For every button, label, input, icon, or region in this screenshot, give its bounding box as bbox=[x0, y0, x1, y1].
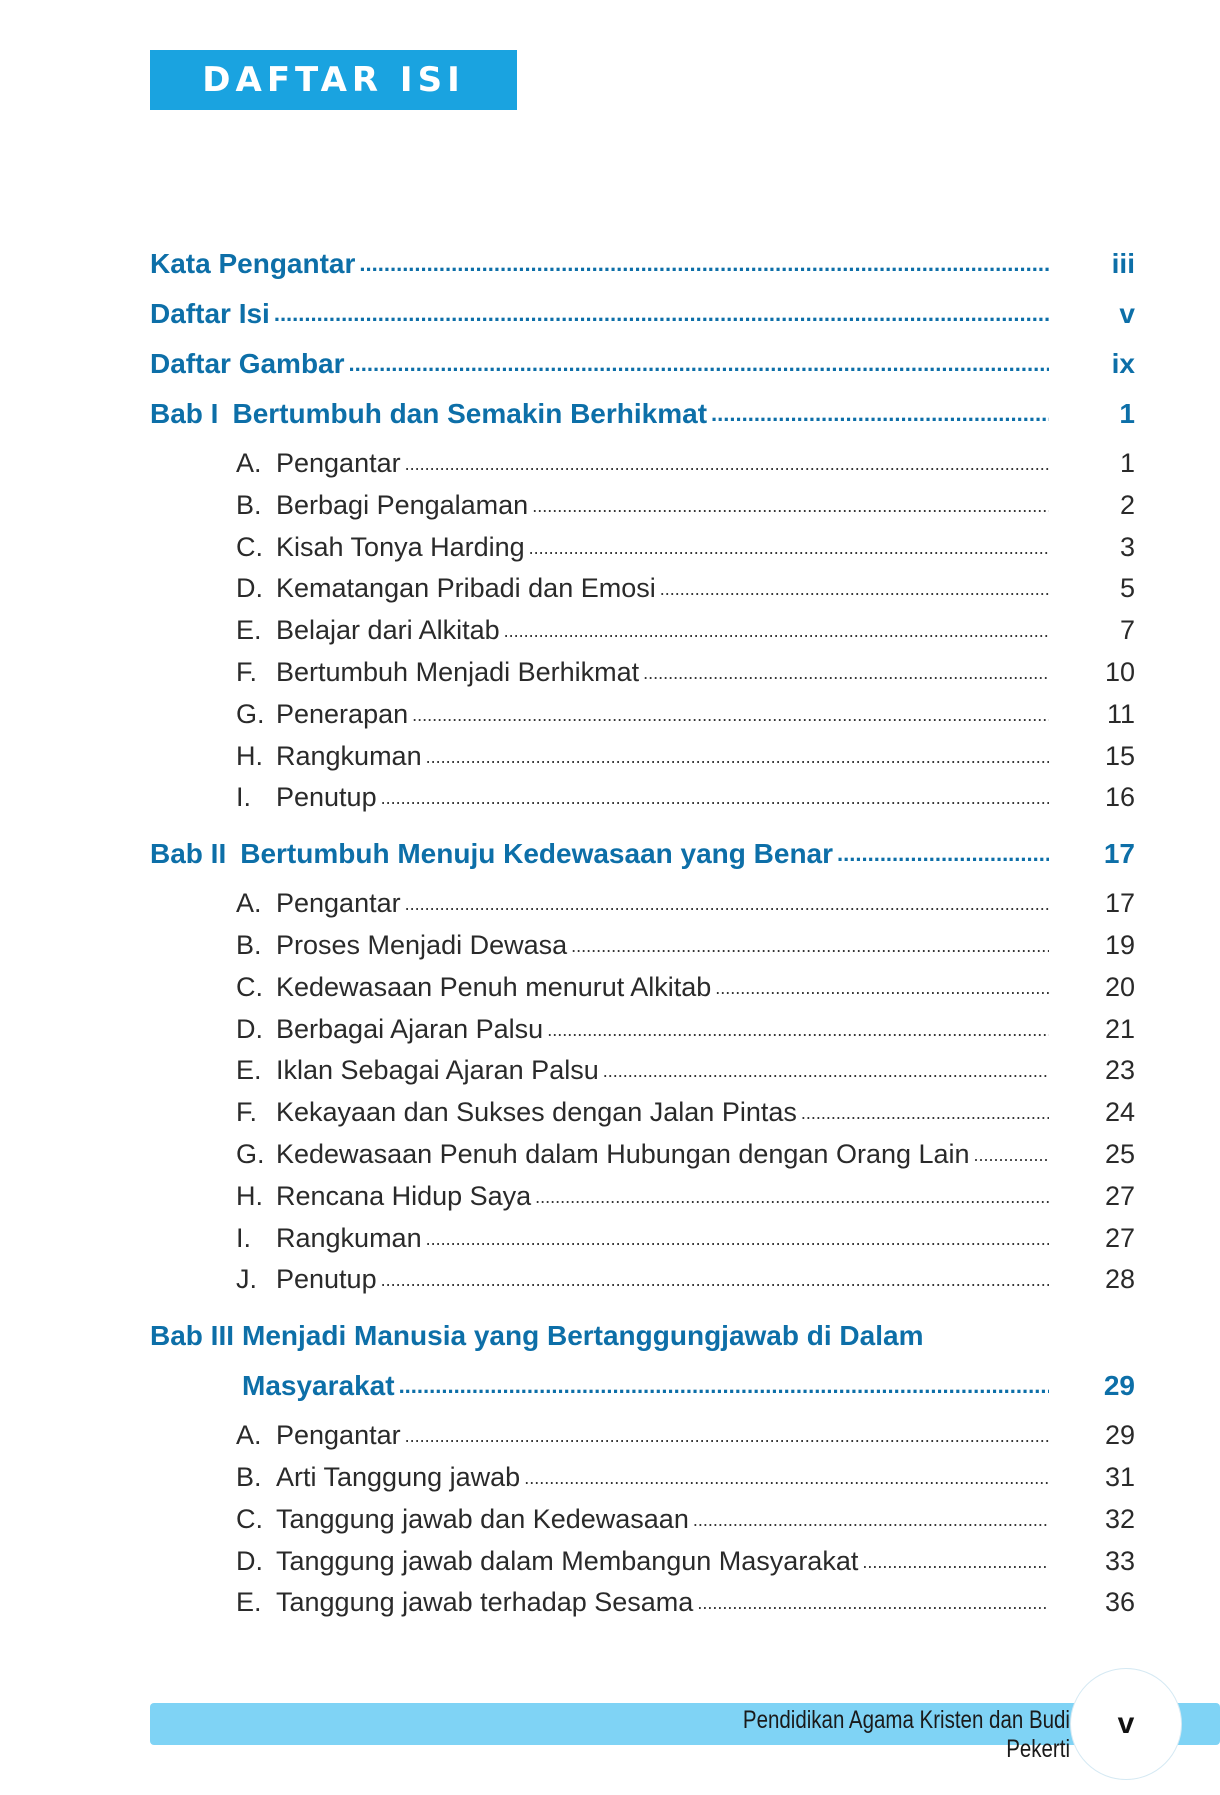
toc-item[interactable] bbox=[150, 1097, 1135, 1139]
toc-chapter-3[interactable] bbox=[150, 1320, 1135, 1370]
item-page: 7 bbox=[1119, 615, 1135, 646]
item-letter: B. bbox=[236, 489, 262, 520]
item-label: Pengantar bbox=[276, 1420, 401, 1451]
dot-leader bbox=[381, 788, 1049, 809]
item-letter: I. bbox=[236, 782, 252, 813]
toc-label bbox=[150, 1320, 927, 1352]
dot-leader bbox=[862, 1552, 1049, 1573]
item-page: 33 bbox=[1104, 1545, 1135, 1576]
toc-item[interactable] bbox=[150, 1504, 1135, 1546]
chapter-1-items bbox=[150, 448, 1135, 824]
dot-leader bbox=[693, 1510, 1049, 1531]
dot-leader bbox=[359, 251, 1049, 277]
toc-item[interactable] bbox=[150, 1139, 1135, 1181]
toc-item[interactable] bbox=[150, 1546, 1135, 1588]
item-letter: D. bbox=[236, 573, 263, 604]
chapter-number: Bab III bbox=[150, 1320, 235, 1352]
toc-item[interactable] bbox=[150, 532, 1135, 574]
chapter-number: Bab I bbox=[150, 398, 219, 429]
item-letter: E. bbox=[236, 1587, 262, 1618]
page-title: DAFTAR ISI bbox=[202, 60, 465, 100]
toc-item[interactable] bbox=[150, 782, 1135, 824]
item-label: Rangkuman bbox=[276, 1222, 422, 1253]
toc-page: 29 bbox=[1103, 1370, 1135, 1402]
dot-leader bbox=[426, 1229, 1049, 1250]
item-page: 27 bbox=[1104, 1222, 1135, 1253]
dot-leader bbox=[381, 1270, 1049, 1291]
chapter-3-items bbox=[150, 1420, 1135, 1629]
toc-page: v bbox=[1119, 298, 1135, 329]
toc-entry-kata-pengantar[interactable] bbox=[150, 248, 1135, 298]
toc-item[interactable] bbox=[150, 657, 1135, 699]
item-label: Kekayaan dan Sukses dengan Jalan Pintas bbox=[276, 1097, 797, 1128]
item-label: Tanggung jawab dalam Membangun Masyarakat bbox=[276, 1545, 859, 1576]
chapter-title: Bertumbuh Menuju Kedewasaan yang Benar bbox=[240, 838, 834, 870]
item-label: Penerapan bbox=[276, 698, 409, 729]
toc-chapter-3-cont[interactable] bbox=[150, 1370, 1135, 1420]
item-letter: A. bbox=[236, 888, 262, 919]
toc-item[interactable] bbox=[150, 972, 1135, 1014]
item-letter: A. bbox=[236, 1420, 262, 1451]
item-page: 2 bbox=[1119, 489, 1135, 520]
item-letter: F. bbox=[236, 1097, 258, 1128]
toc-chapter-1[interactable] bbox=[150, 398, 1135, 448]
dot-leader bbox=[405, 894, 1049, 915]
toc-label: Daftar Isi bbox=[150, 298, 270, 329]
toc-label: Daftar Gambar bbox=[150, 348, 345, 379]
item-label: Tanggung jawab dan Kedewasaan bbox=[276, 1503, 689, 1534]
toc-item[interactable] bbox=[150, 1462, 1135, 1504]
dot-leader bbox=[697, 1593, 1049, 1614]
dot-leader bbox=[524, 1468, 1049, 1489]
item-page: 28 bbox=[1104, 1264, 1135, 1295]
item-page: 17 bbox=[1104, 888, 1135, 919]
dot-leader bbox=[274, 301, 1049, 327]
dot-leader bbox=[412, 705, 1049, 726]
item-page: 20 bbox=[1104, 971, 1135, 1002]
item-page: 10 bbox=[1104, 656, 1135, 687]
item-letter: H. bbox=[236, 740, 263, 771]
dot-leader bbox=[837, 841, 1049, 867]
dot-leader bbox=[532, 496, 1049, 517]
chapter-title: Bertumbuh dan Semakin Berhikmat bbox=[232, 398, 708, 429]
toc-label: Kata Pengantar bbox=[150, 248, 356, 279]
chapter-2-items bbox=[150, 888, 1135, 1306]
item-page: 15 bbox=[1104, 740, 1135, 771]
toc-item[interactable] bbox=[150, 1223, 1135, 1265]
item-page: 23 bbox=[1104, 1055, 1135, 1086]
chapter-number: Bab II bbox=[150, 838, 227, 870]
item-letter: A. bbox=[236, 448, 262, 478]
item-page: 21 bbox=[1104, 1013, 1135, 1044]
item-label: Kematangan Pribadi dan Emosi bbox=[276, 573, 656, 604]
item-page: 29 bbox=[1104, 1420, 1135, 1451]
dot-leader bbox=[399, 1373, 1049, 1399]
header-banner bbox=[150, 50, 517, 110]
footer-book-title: Pendidikan Agama Kristen dan Budi Pekerti bbox=[742, 1706, 1070, 1763]
item-label: Berbagai Ajaran Palsu bbox=[276, 1013, 544, 1044]
chapter-title-line2: Masyarakat bbox=[242, 1370, 395, 1402]
toc-item[interactable] bbox=[150, 1420, 1135, 1462]
toc-item[interactable] bbox=[150, 1264, 1135, 1306]
item-page: 11 bbox=[1106, 698, 1135, 729]
item-letter: B. bbox=[236, 1461, 262, 1492]
item-label: Pengantar bbox=[276, 888, 401, 919]
item-label: Kedewasaan Penuh dalam Hubungan dengan Orang Lain bbox=[276, 1138, 970, 1169]
dot-leader bbox=[405, 1426, 1049, 1447]
item-page: 36 bbox=[1104, 1587, 1135, 1618]
dot-leader bbox=[547, 1020, 1049, 1041]
item-letter: D. bbox=[236, 1013, 263, 1044]
item-letter: B. bbox=[236, 929, 262, 960]
item-label: Kedewasaan Penuh menurut Alkitab bbox=[276, 971, 712, 1002]
dot-leader bbox=[711, 401, 1049, 427]
item-label: Kisah Tonya Harding bbox=[276, 531, 525, 562]
dot-leader bbox=[974, 1145, 1049, 1166]
toc-item[interactable] bbox=[150, 573, 1135, 615]
dot-leader bbox=[504, 621, 1049, 642]
item-letter: G. bbox=[236, 1138, 265, 1169]
toc-item[interactable] bbox=[150, 741, 1135, 783]
item-page: 5 bbox=[1119, 573, 1135, 604]
dot-leader bbox=[349, 351, 1049, 377]
item-letter: E. bbox=[236, 1055, 262, 1086]
item-label: Berbagi Pengalaman bbox=[276, 489, 529, 520]
dot-leader bbox=[529, 538, 1049, 559]
item-label: Penutup bbox=[276, 1264, 377, 1295]
dot-leader bbox=[535, 1187, 1049, 1208]
toc-item[interactable] bbox=[150, 490, 1135, 532]
toc-chapter-2[interactable] bbox=[150, 838, 1135, 888]
page-number-badge bbox=[1070, 1668, 1182, 1780]
toc-entry-daftar-gambar[interactable] bbox=[150, 348, 1135, 398]
item-letter: J. bbox=[236, 1264, 258, 1295]
toc-label bbox=[150, 398, 711, 430]
item-label: Penutup bbox=[276, 782, 377, 813]
toc-page: 1 bbox=[1119, 398, 1135, 429]
toc-item[interactable] bbox=[150, 448, 1135, 490]
page-number: v bbox=[1117, 1707, 1135, 1740]
item-page: 19 bbox=[1104, 929, 1135, 960]
item-page: 16 bbox=[1104, 782, 1135, 813]
item-letter: I. bbox=[236, 1222, 252, 1253]
dot-leader bbox=[603, 1061, 1049, 1082]
item-page: 31 bbox=[1104, 1461, 1135, 1492]
dot-leader bbox=[801, 1103, 1049, 1124]
toc-item[interactable] bbox=[150, 1014, 1135, 1056]
toc-item[interactable] bbox=[150, 615, 1135, 657]
toc-entry-daftar-isi[interactable] bbox=[150, 298, 1135, 348]
toc-page: iii bbox=[1111, 248, 1135, 279]
dot-leader bbox=[715, 978, 1049, 999]
item-letter: E. bbox=[236, 615, 262, 646]
item-label: Pengantar bbox=[276, 448, 401, 478]
item-label: Proses Menjadi Dewasa bbox=[276, 929, 568, 960]
dot-leader bbox=[426, 747, 1049, 768]
dot-leader bbox=[571, 936, 1049, 957]
toc-page: 17 bbox=[1103, 838, 1135, 870]
dot-leader bbox=[405, 454, 1049, 475]
item-page: 27 bbox=[1104, 1180, 1135, 1211]
item-page: 32 bbox=[1104, 1503, 1135, 1534]
item-letter: F. bbox=[236, 656, 258, 687]
item-label: Arti Tanggung jawab bbox=[276, 1461, 521, 1492]
toc-item[interactable] bbox=[150, 1181, 1135, 1223]
toc-page: ix bbox=[1111, 348, 1135, 379]
item-label: Rencana Hidup Saya bbox=[276, 1180, 532, 1211]
item-label: Belajar dari Alkitab bbox=[276, 615, 500, 646]
dot-leader bbox=[660, 579, 1049, 600]
item-label: Rangkuman bbox=[276, 740, 422, 771]
toc-item[interactable] bbox=[150, 930, 1135, 972]
item-label: Bertumbuh Menjadi Berhikmat bbox=[276, 656, 640, 687]
item-letter: C. bbox=[236, 971, 263, 1002]
item-letter: H. bbox=[236, 1180, 263, 1211]
item-letter: C. bbox=[236, 531, 263, 562]
table-of-contents bbox=[150, 248, 1135, 1629]
toc-label bbox=[150, 838, 837, 870]
item-letter: G. bbox=[236, 698, 265, 729]
toc-item[interactable] bbox=[150, 699, 1135, 741]
item-page: 24 bbox=[1104, 1097, 1135, 1128]
toc-item[interactable] bbox=[150, 888, 1135, 930]
item-page: 3 bbox=[1119, 531, 1135, 562]
toc-item[interactable] bbox=[150, 1055, 1135, 1097]
item-page: 25 bbox=[1104, 1138, 1135, 1169]
chapter-title-line1: Menjadi Manusia yang Bertanggungjawab di Dalam bbox=[242, 1320, 924, 1352]
item-letter: D. bbox=[236, 1545, 263, 1576]
dot-leader bbox=[643, 663, 1049, 684]
item-letter: C. bbox=[236, 1503, 263, 1534]
item-label: Iklan Sebagai Ajaran Palsu bbox=[276, 1055, 599, 1086]
item-label: Tanggung jawab terhadap Sesama bbox=[276, 1587, 694, 1618]
toc-item[interactable] bbox=[150, 1587, 1135, 1629]
item-page: 1 bbox=[1119, 448, 1135, 478]
